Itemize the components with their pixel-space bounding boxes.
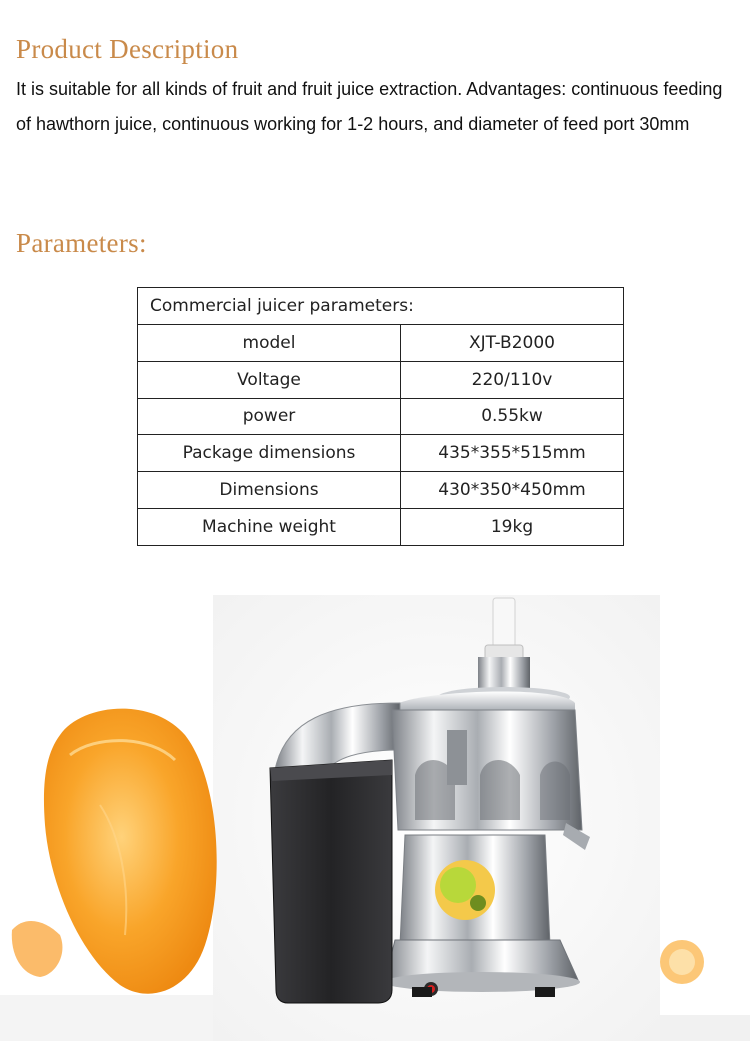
parameters-table xyxy=(137,287,624,546)
product-description-heading: Product Description xyxy=(16,34,239,64)
param-value-package-dimensions: 435*355*515mm xyxy=(401,435,624,472)
table-caption-row xyxy=(138,288,624,325)
table-row xyxy=(138,324,624,361)
product-photo xyxy=(0,585,750,1041)
param-value-dimensions: 430*350*450mm xyxy=(401,472,624,509)
param-value-machine-weight: 19kg xyxy=(401,509,624,546)
param-value-model: XJT-B2000 xyxy=(401,324,624,361)
param-label-voltage: Voltage xyxy=(138,361,401,398)
parameters-heading: Parameters: xyxy=(16,228,147,258)
param-value-power: 0.55kw xyxy=(401,398,624,435)
param-label-package-dimensions: Package dimensions xyxy=(138,435,401,472)
param-label-machine-weight: Machine weight xyxy=(138,509,401,546)
table-row xyxy=(138,398,624,435)
param-label-dimensions: Dimensions xyxy=(138,472,401,509)
table-row xyxy=(138,472,624,509)
param-value-voltage: 220/110v xyxy=(401,361,624,398)
param-label-model: model xyxy=(138,324,401,361)
table-row xyxy=(138,509,624,546)
product-description-text: It is suitable for all kinds of fruit and fruit juice extraction. Advantages: continuous feeding of hawthorn juice, continuous working for 1-2 hours, and diameter of feed port 30mm xyxy=(16,79,723,134)
juicer-illustration xyxy=(0,585,750,1041)
table-caption: Commercial juicer parameters: xyxy=(138,288,624,325)
brand-badge xyxy=(435,860,495,920)
table-row xyxy=(138,361,624,398)
table-row xyxy=(138,435,624,472)
param-label-power: power xyxy=(138,398,401,435)
